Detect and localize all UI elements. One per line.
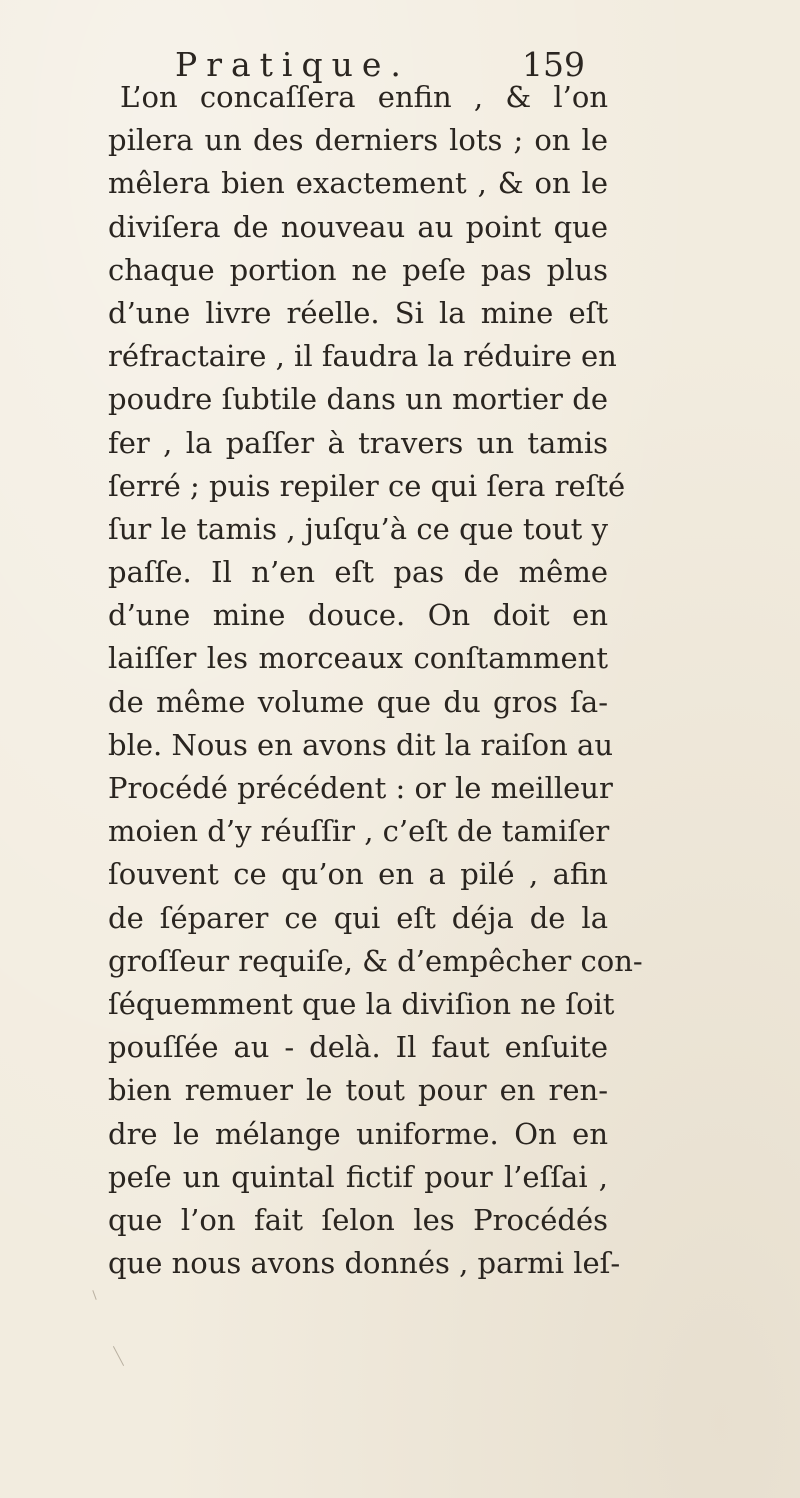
text-line: chaque portion ne peſe pas plus (108, 252, 608, 287)
text-line: ble. Nous en avons dit la raiſon au (108, 727, 613, 762)
text-line: d’une livre réelle. Si la mine eſt (108, 295, 608, 330)
text-line: de même volume que du gros ſa- (108, 684, 608, 719)
text-line: bien remuer le tout pour en ren- (108, 1073, 608, 1108)
text-line: groſſeur requiſe, & d’empêcher con- (108, 943, 643, 978)
text-line: ſerré ; puis repiler ce qui ſera reſté (108, 468, 626, 503)
text-line: ſur le tamis , juſqu’à ce que tout y (108, 511, 608, 546)
running-title: Pratique. (175, 45, 410, 84)
text-line: peſe un quintal fictif pour l’eſſai , (108, 1159, 608, 1194)
paper-speck (92, 1290, 96, 1300)
paper-speck (113, 1346, 124, 1366)
text-line: réfractaire , il faudra la réduire en (108, 339, 617, 374)
text-line: moien d’y réuſſir , c’eſt de tamiſer (108, 814, 610, 849)
text-line: dre le mélange uniforme. On en (108, 1116, 608, 1151)
text-line: pouſſée au - delà. Il faut enſuite (108, 1030, 608, 1065)
text-line: pilera un des derniers lots ; on le (108, 123, 608, 158)
text-line: poudre ſubtile dans un mortier de (108, 382, 608, 417)
text-line: de ſéparer ce qui eſt déja de la (108, 900, 608, 935)
text-line: laiſſer les morceaux conſtamment (108, 641, 608, 676)
text-line: ſéquemment que la diviſion ne ſoit (108, 986, 615, 1021)
text-line: L’on concaſſera enfin , & l’on (120, 80, 608, 114)
text-line: mêlera bien exactement , & on le (108, 166, 608, 201)
text-line: d’une mine douce. On doit en (108, 598, 608, 633)
text-line: que l’on fait ſelon les Procédés (108, 1202, 608, 1237)
body-text (108, 76, 643, 1285)
text-line: paſſe. Il n’en eſt pas de même (108, 555, 608, 590)
text-line: Procédé précédent : or le meilleur (108, 771, 613, 805)
page-number: 159 (522, 45, 585, 84)
text-line: diviſera de nouveau au point que (108, 209, 608, 244)
text-line: fer , la paſſer à travers un tamis (108, 425, 608, 460)
text-line: ſouvent ce qu’on en a pilé , afin (108, 857, 608, 892)
text-line: que nous avons donnés , parmi leſ- (108, 1246, 621, 1281)
